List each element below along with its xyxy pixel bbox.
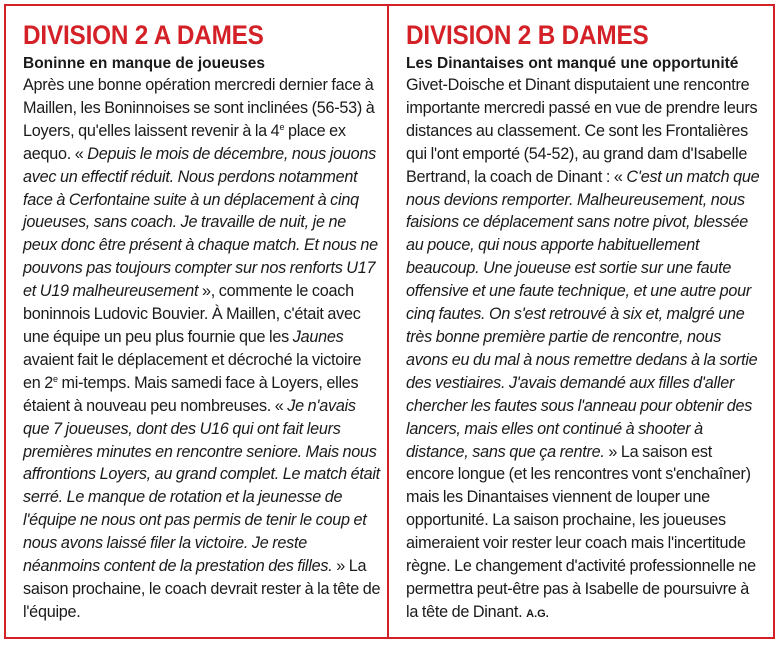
quote-text: C'est un match que nous devions remporter. Malheureusement, nous faisions ce déplacement sans notre pivot, blessée au pouce, qui nous apporte habituellement beaucoup. Une joueuse est sortie sur une faute offensive et une faute technique, et une autre pour cinq fautes. On s'est retrouvé à six et, malgré une très bonne première partie de rencontre, nous avons eu du mal à nous remettre dedans à la sortie des vestiaires. J'avais demandé aux filles d'aller chercher les fautes sous l'anneau pour obtenir des lancers, mais elles ont continué à shooter à distance, sans que ça rentre. bbox=[406, 167, 760, 461]
body-text: », commente le coach boninnois Ludovic Bouvier. À Maillen, c'était avec une équipe un peu plus fournie que les bbox=[23, 282, 361, 346]
article-division-2b bbox=[389, 6, 773, 637]
article-subtitle: Les Dinantaises ont manqué une opportunité bbox=[406, 55, 739, 72]
quote-text: Depuis le mois de décembre, nous jouons avec un effectif réduit. Nous perdons notamment face à Cerfontaine suite à un déplacement à cinq joueuses, sans coach. Je travaille de nuit, je ne peux donc être présent à chaque match. Et nous ne pouvons pas toujours compter sur nos renforts U17 et U19 malheureusement bbox=[23, 144, 378, 301]
ordinal-superscript: e bbox=[53, 373, 58, 384]
quote-text: Je n'avais que 7 joueuses, dont des U16 qui ont fait leurs premières minutes en rencontre seniore. Mais nous affrontions Loyers, au grand complet. Le match était serré. Le manque de rotation et la jeunesse de l'équipe ne nous ont pas permis de tenir le coup et nous avons laissé filer la victoire. Je reste néanmoins content de la prestation des filles. bbox=[23, 396, 380, 576]
body-text: » La saison prochaine, le coach devrait rester à la tête de l'équipe. bbox=[23, 557, 381, 621]
ordinal-superscript: e bbox=[279, 121, 285, 132]
article-subtitle: Boninne en manque de joueuses bbox=[23, 55, 266, 72]
quote-text: Jaunes bbox=[292, 327, 344, 346]
article-body bbox=[23, 74, 381, 624]
author-signature: A.G. bbox=[526, 607, 549, 620]
body-text: place ex aequo. « bbox=[23, 121, 346, 163]
article-body bbox=[406, 74, 763, 626]
body-text: Givet-Doische et Dinant disputaient une rencontre importante mercredi passé en vue de prendre leurs distances au classement. Ce sont les Frontalières qui l'ont emporté (54-52), au grand dam d'Isabelle Bertrand, la coach de Dinant : « bbox=[406, 76, 758, 186]
article-division-2a bbox=[6, 6, 389, 637]
article-title: DIVISION 2 A DAMES bbox=[23, 20, 264, 50]
article-frame bbox=[4, 4, 775, 639]
body-text: » La saison est encore longue (et les rencontres vont s'enchaîner) mais les Dinantaises viennent de louper une opportunité. La saison prochaine, les joueuses aimeraient voir rester leur coach mais l'incertitude règne. Le changement d'activité professionnelle ne permettra peut-être pas à Isabelle de poursuivre à la tête de Dinant. bbox=[406, 442, 756, 621]
body-text: mi-temps. Mais samedi face à Loyers, elles étaient à nouveau peu nombreuses. « bbox=[23, 373, 359, 415]
article-title: DIVISION 2 B DAMES bbox=[406, 20, 649, 50]
body-text: Après une bonne opération mercredi dernier face à Maillen, les Boninnoises se sont inclinées (56-53) à Loyers, qu'elles laissent revenir à la 4 bbox=[23, 76, 375, 140]
body-text: avaient fait le déplacement et décroché la victoire en 2 bbox=[23, 350, 362, 392]
